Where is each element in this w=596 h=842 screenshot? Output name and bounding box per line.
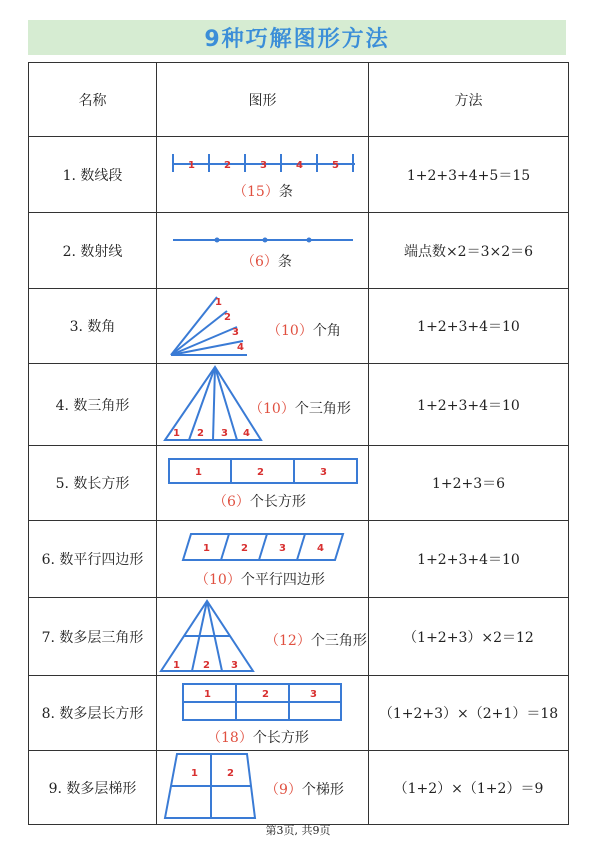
caption-count: （6） [241, 254, 278, 270]
angle-label: 3 [232, 327, 239, 338]
caption-text: 个三角形 [310, 633, 367, 649]
row-method: 1+2+3+4+5＝15 [369, 137, 569, 213]
row-method: （1+2）×（1+2）＝9 [369, 751, 569, 825]
row-name: 7. 数多层三角形 [29, 598, 157, 676]
row-method: （1+2+3）×（2+1）＝18 [369, 676, 569, 751]
caption-count: （9） [265, 782, 302, 798]
row-figure [157, 751, 369, 825]
angle-label: 1 [215, 297, 222, 308]
figure-caption [265, 779, 344, 799]
title-bar [28, 20, 566, 55]
caption-count: （10） [249, 401, 295, 417]
row-name: 1. 数线段 [29, 137, 157, 213]
row-method: 1+2+3＝6 [369, 446, 569, 521]
multilayer-triangle-label: 2 [203, 660, 210, 671]
parallelogram-label: 1 [203, 543, 210, 554]
row-name: 2. 数射线 [29, 213, 157, 289]
multilayer-rectangle-label: 2 [262, 689, 269, 700]
header-figure: 图形 [157, 63, 369, 137]
figure-caption [265, 630, 367, 650]
multilayer-rectangle-label: 3 [310, 689, 317, 700]
row-name: 9. 数多层梯形 [29, 751, 157, 825]
caption-count: （10） [195, 572, 241, 588]
row-method: 1+2+3+4＝10 [369, 521, 569, 598]
figure-caption [241, 251, 292, 271]
caption-text: 个长方形 [249, 494, 306, 510]
segment-label: 3 [260, 160, 267, 171]
table-row [29, 137, 569, 213]
segment-label: 1 [188, 160, 195, 171]
caption-text: 条 [277, 254, 292, 270]
caption-text: 个角 [312, 323, 341, 339]
triangle-label: 3 [221, 428, 228, 439]
caption-text: 条 [278, 184, 293, 200]
figure-caption [233, 181, 293, 201]
segment-label: 5 [332, 160, 339, 171]
table-row [29, 521, 569, 598]
row-figure [157, 137, 369, 213]
trapezoid-label: 1 [191, 768, 198, 779]
rectangle-label: 2 [257, 467, 264, 478]
row-figure [157, 289, 369, 364]
page-footer: 第3页, 共9页 [265, 824, 331, 837]
row-figure [157, 598, 369, 676]
row-figure [157, 446, 369, 521]
caption-count: （15） [233, 184, 279, 200]
table-row [29, 598, 569, 676]
row-figure [157, 213, 369, 289]
parallelogram-label: 4 [317, 543, 324, 554]
caption-count: （10） [267, 323, 313, 339]
segment-label: 2 [224, 160, 231, 171]
parallelogram-label: 2 [241, 543, 248, 554]
row-method: 端点数×2＝3×2＝6 [369, 213, 569, 289]
row-method: （1+2+3）×2＝12 [369, 598, 569, 676]
caption-text: 个三角形 [294, 401, 351, 417]
angle-label: 4 [237, 342, 244, 353]
figure-caption [213, 491, 306, 511]
row-figure [157, 676, 369, 751]
caption-count: （12） [265, 633, 311, 649]
segment-label: 4 [296, 160, 303, 171]
row-method: 1+2+3+4＝10 [369, 289, 569, 364]
triangle-label: 1 [173, 428, 180, 439]
triangle-label: 4 [243, 428, 250, 439]
table-row [29, 446, 569, 521]
caption-count: （18） [207, 730, 253, 746]
row-figure [157, 364, 369, 446]
row-figure [157, 521, 369, 598]
angle-label: 2 [224, 312, 231, 323]
multilayer-triangle-label: 1 [173, 660, 180, 671]
caption-count: （6） [213, 494, 250, 510]
triangle-label: 2 [197, 428, 204, 439]
row-name: 4. 数三角形 [29, 364, 157, 446]
table-row [29, 289, 569, 364]
figure-caption [267, 320, 341, 340]
row-name: 8. 数多层长方形 [29, 676, 157, 751]
methods-table [28, 62, 569, 825]
header-name: 名称 [29, 63, 157, 137]
rectangle-label: 3 [320, 467, 327, 478]
caption-text: 个平行四边形 [240, 572, 325, 588]
figure-caption [249, 398, 351, 418]
table-row [29, 364, 569, 446]
rectangle-label: 1 [195, 467, 202, 478]
caption-text: 个长方形 [252, 730, 309, 746]
page-title: 9种巧解图形方法 [204, 27, 390, 52]
row-method: 1+2+3+4＝10 [369, 364, 569, 446]
table-row [29, 676, 569, 751]
multilayer-triangle-label: 3 [231, 660, 238, 671]
row-name: 3. 数角 [29, 289, 157, 364]
table-row [29, 751, 569, 825]
table-header-row [29, 63, 569, 137]
caption-text: 个梯形 [301, 782, 344, 798]
parallelogram-label: 3 [279, 543, 286, 554]
header-method: 方法 [369, 63, 569, 137]
trapezoid-label: 2 [227, 768, 234, 779]
multilayer-rectangle-label: 1 [204, 689, 211, 700]
table-row [29, 213, 569, 289]
figure-caption [207, 727, 309, 747]
figure-caption [195, 569, 325, 589]
row-name: 5. 数长方形 [29, 446, 157, 521]
row-name: 6. 数平行四边形 [29, 521, 157, 598]
